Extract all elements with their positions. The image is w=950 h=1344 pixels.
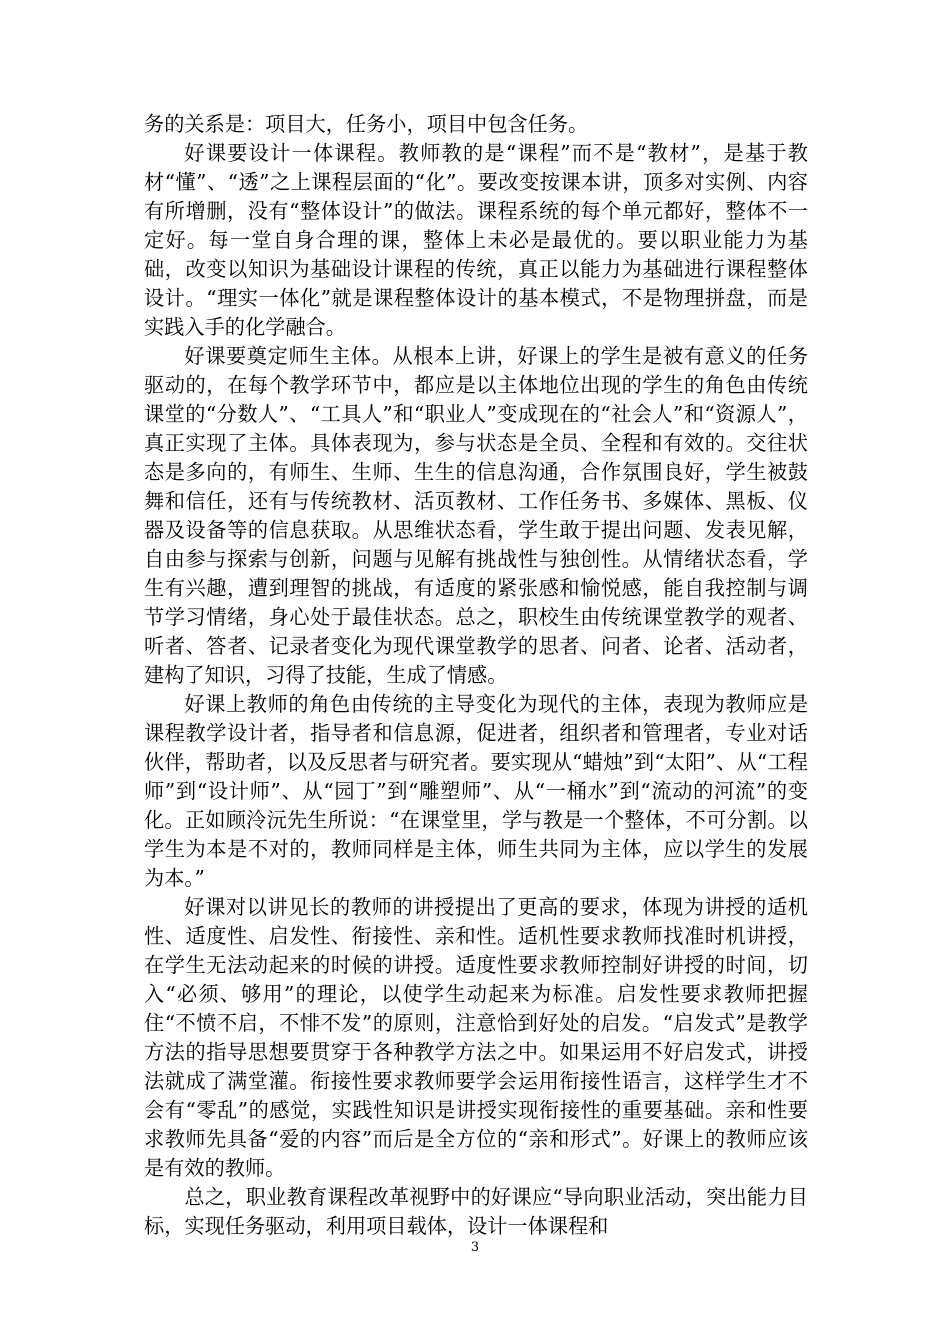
paragraph-6: 总之，职业教育课程改革视野中的好课应“导向职业活动，突出能力目标，实现任务驱动，利用项目载体，设计一体课程和: [144, 1185, 808, 1238]
body-text: [144, 110, 808, 1241]
page-number: 3: [470, 1240, 480, 1255]
paragraph-3: 好课要奠定师生主体。从根本上讲，好课上的学生是被有意义的任务驱动的，在每个教学环节中，都应是以主体地位出现的学生的角色由传统课堂的“分数人”、“工具人”和“职业人”变成现在的“社会人”和“资源人”，真正实现了主体。具体表现为，参与状态是全员、全程和有效的。交往状态是多向的，有师生、生师、生生的信息沟通，合作氛围良好，学生被鼓舞和信任，还有与传统教材、活页教材、工作任务书、多媒体、黑板、仪器及设备等的信息获取。从思维状态看，学生敢于提出问题、发表见解，自由参与探索与创新，问题与见解有挑战性与独创性。从情绪状态看，学生有兴趣，遭到理智的挑战，有适度的紧张感和愉悦感，能自我控制与调节学习情绪，身心处于最佳状态。总之，职校生由传统课堂教学的观者、听者、答者、记录者变化为现代课堂教学的思者、问者、论者、活动者，建构了知识，习得了技能，生成了情感。: [144, 344, 808, 687]
paragraph-5: 好课对以讲见长的教师的讲授提出了更高的要求，体现为讲授的适机性、适度性、启发性、衔接性、亲和性。适机性要求教师找准时机讲授，在学生无法动起来的时候的讲授。适度性要求教师控制好讲授的时间，切入“必须、够用”的理论，以使学生动起来为标准。启发性要求教师把握住“不愤不启，不悱不发”的原则，注意恰到好处的启发。“启发式”是教学方法的指导思想要贯穿于各种教学方法之中。如果运用不好启发式，讲授法就成了满堂灌。衔接性要求教师要学会运用衔接性语言，这样学生才不会有“零乱”的感觉，实践性知识是讲授实现衔接性的重要基础。亲和性要求教师先具备“爱的内容”而后是全方位的“亲和形式”。好课上的教师应该是有效的教师。: [144, 895, 808, 1180]
paragraph-4: 好课上教师的角色由传统的主导变化为现代的主体，表现为教师应是课程教学设计者，指导者和信息源，促进者，组织者和管理者，专业对话伙伴，帮助者，以及反思者与研究者。要实现从“蜡烛”到“太阳”、从“工程师”到“设计师”、从“园丁”到“雕塑师”、从“一桶水”到“流动的河流”的变化。正如顾泠沅先生所说：“在课堂里，学与教是一个整体，不可分割。以学生为本是不对的，教师同样是主体，师生共同为主体，应以学生的发展为本。”: [144, 692, 808, 890]
paragraph-2: 好课要设计一体课程。教师教的是“课程”而不是“教材”，是基于教材“懂”、“透”之上课程层面的“化”。要改变按课本讲，顶多对实例、内容有所增删，没有“整体设计”的做法。课程系统的每个单元都好，整体不一定好。每一堂自身合理的课，整体上未必是最优的。要以职业能力为基础，改变以知识为基础设计课程的传统，真正以能力为基础进行课程整体设计。“理实一体化”就是课程整体设计的基本模式，不是物理拼盘，而是实践入手的化学融合。: [144, 141, 808, 339]
paragraph-1: 务的关系是：项目大，任务小，项目中包含任务。: [144, 112, 589, 136]
